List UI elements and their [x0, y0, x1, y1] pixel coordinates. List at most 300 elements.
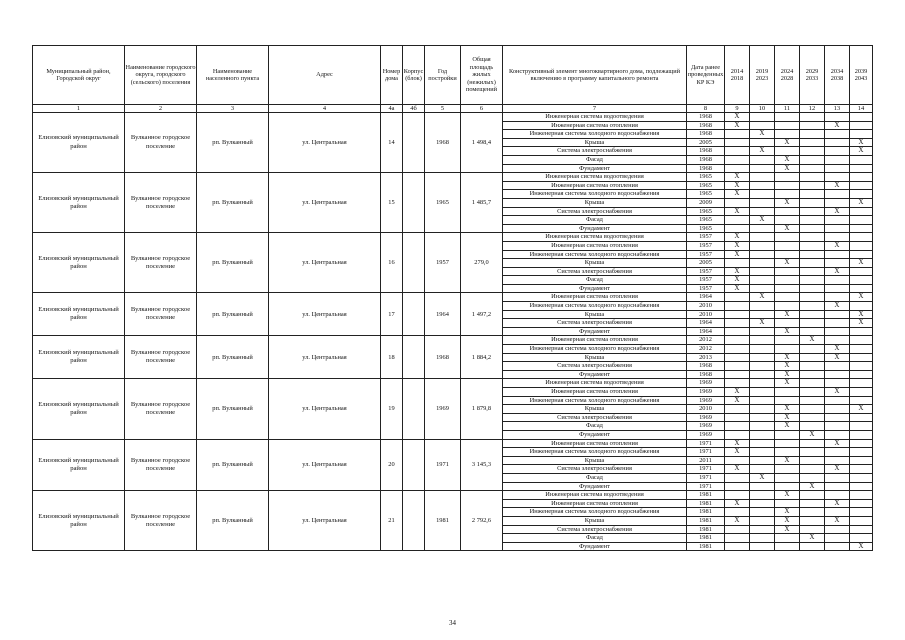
period-cell: Х	[825, 388, 850, 397]
period-cell	[825, 327, 850, 336]
period-cell	[775, 216, 800, 225]
col-number: 4б	[403, 105, 425, 113]
period-cell	[825, 430, 850, 439]
period-cell: Х	[750, 293, 775, 302]
period-cell	[825, 276, 850, 285]
period-cell	[850, 267, 873, 276]
address-cell: ул. Центральная	[269, 233, 381, 293]
period-cell	[850, 465, 873, 474]
area-cell: 1 498,4	[461, 113, 503, 173]
element-cell: Фасад	[503, 276, 687, 285]
period-cell	[800, 241, 825, 250]
block-cell	[403, 379, 425, 439]
period-cell	[850, 413, 873, 422]
element-cell: Инженерная система холодного водоснабжения	[503, 302, 687, 311]
period-cell	[800, 379, 825, 388]
period-cell	[800, 276, 825, 285]
period-cell	[800, 250, 825, 259]
house-number-cell: 19	[381, 379, 403, 439]
period-cell	[800, 155, 825, 164]
period-cell	[850, 181, 873, 190]
period-cell: Х	[725, 276, 750, 285]
period-cell	[850, 448, 873, 457]
period-cell	[800, 130, 825, 139]
period-cell	[750, 198, 775, 207]
period-cell	[725, 430, 750, 439]
period-cell	[725, 353, 750, 362]
prior-repair-date-cell: 1957	[687, 233, 725, 242]
period-cell: Х	[750, 473, 775, 482]
period-cell: Х	[825, 345, 850, 354]
period-cell	[825, 379, 850, 388]
period-cell	[775, 319, 800, 328]
period-cell	[775, 430, 800, 439]
block-cell	[403, 113, 425, 173]
period-cell	[850, 233, 873, 242]
period-cell	[800, 198, 825, 207]
period-cell: Х	[725, 516, 750, 525]
period-cell	[850, 250, 873, 259]
prior-repair-date-cell: 1981	[687, 499, 725, 508]
year-built-cell: 1968	[425, 113, 461, 173]
prior-repair-date-cell: 1968	[687, 362, 725, 371]
period-cell	[725, 422, 750, 431]
period-cell	[725, 508, 750, 517]
period-cell	[825, 147, 850, 156]
period-cell: Х	[775, 516, 800, 525]
element-cell: Система электроснабжения	[503, 465, 687, 474]
period-cell	[825, 362, 850, 371]
period-cell	[800, 267, 825, 276]
period-cell	[775, 121, 800, 130]
period-cell: Х	[725, 121, 750, 130]
year-built-cell: 1968	[425, 336, 461, 379]
period-cell	[750, 310, 775, 319]
address-cell: ул. Центральная	[269, 379, 381, 439]
element-cell: Система электроснабжения	[503, 413, 687, 422]
period-cell	[725, 293, 750, 302]
element-cell: Фундамент	[503, 430, 687, 439]
prior-repair-date-cell: 2005	[687, 138, 725, 147]
address-cell: ул. Центральная	[269, 336, 381, 379]
period-cell	[750, 465, 775, 474]
period-cell	[800, 327, 825, 336]
col-header: 2024 2028	[775, 46, 800, 105]
period-cell	[825, 138, 850, 147]
period-cell	[850, 224, 873, 233]
table-row	[33, 113, 873, 122]
period-cell	[725, 534, 750, 543]
element-cell: Система электроснабжения	[503, 362, 687, 371]
period-cell	[850, 370, 873, 379]
period-cell	[825, 224, 850, 233]
period-cell: Х	[775, 198, 800, 207]
period-cell	[725, 491, 750, 500]
element-cell: Инженерная система отопления	[503, 181, 687, 190]
period-cell	[800, 388, 825, 397]
col-number: 10	[750, 105, 775, 113]
prior-repair-date-cell: 1968	[687, 130, 725, 139]
period-cell	[750, 181, 775, 190]
period-cell	[750, 388, 775, 397]
period-cell: Х	[825, 267, 850, 276]
period-cell	[800, 147, 825, 156]
prior-repair-date-cell: 1957	[687, 276, 725, 285]
period-cell	[775, 336, 800, 345]
period-cell	[800, 181, 825, 190]
locality-cell: рп. Вулканный	[197, 293, 269, 336]
settlement-cell: Вулканное городское поселение	[125, 439, 197, 491]
table-row	[33, 336, 873, 345]
table-body	[33, 113, 873, 551]
period-cell	[800, 233, 825, 242]
element-cell: Фундамент	[503, 327, 687, 336]
prior-repair-date-cell: 2011	[687, 456, 725, 465]
prior-repair-date-cell: 1964	[687, 293, 725, 302]
prior-repair-date-cell: 1969	[687, 396, 725, 405]
period-cell	[725, 413, 750, 422]
table-row	[33, 233, 873, 242]
period-cell	[800, 173, 825, 182]
period-cell: Х	[825, 121, 850, 130]
period-cell	[750, 525, 775, 534]
block-cell	[403, 439, 425, 491]
period-cell: Х	[725, 388, 750, 397]
period-cell	[725, 345, 750, 354]
prior-repair-date-cell: 1971	[687, 448, 725, 457]
period-cell	[800, 516, 825, 525]
year-built-cell: 1957	[425, 233, 461, 293]
period-cell: Х	[775, 405, 800, 414]
period-cell	[750, 113, 775, 122]
area-cell: 2 792,6	[461, 491, 503, 551]
period-cell	[725, 525, 750, 534]
element-cell: Фундамент	[503, 224, 687, 233]
element-cell: Крыша	[503, 353, 687, 362]
col-header: Общая площадь жилых (нежилых) помещений	[461, 46, 503, 105]
period-cell: Х	[825, 353, 850, 362]
col-header: Дата ранее проведенных КР КЭ	[687, 46, 725, 105]
period-cell: Х	[825, 516, 850, 525]
element-cell: Крыша	[503, 259, 687, 268]
house-number-cell: 18	[381, 336, 403, 379]
prior-repair-date-cell: 1969	[687, 422, 725, 431]
period-cell	[850, 388, 873, 397]
period-cell	[775, 267, 800, 276]
period-cell	[775, 345, 800, 354]
period-cell	[750, 267, 775, 276]
prior-repair-date-cell: 2009	[687, 198, 725, 207]
period-cell: Х	[725, 207, 750, 216]
period-cell	[750, 362, 775, 371]
period-cell	[750, 276, 775, 285]
element-cell: Инженерная система холодного водоснабжения	[503, 130, 687, 139]
prior-repair-date-cell: 1969	[687, 388, 725, 397]
period-cell	[800, 345, 825, 354]
period-cell	[825, 491, 850, 500]
period-cell	[825, 259, 850, 268]
period-cell	[850, 336, 873, 345]
col-number: 8	[687, 105, 725, 113]
element-cell: Система электроснабжения	[503, 207, 687, 216]
prior-repair-date-cell: 1981	[687, 542, 725, 551]
period-cell: Х	[850, 310, 873, 319]
period-cell	[825, 396, 850, 405]
period-cell	[750, 284, 775, 293]
period-cell	[750, 302, 775, 311]
house-number-cell: 16	[381, 233, 403, 293]
period-cell: Х	[850, 138, 873, 147]
element-cell: Крыша	[503, 516, 687, 525]
period-cell	[775, 388, 800, 397]
period-cell	[725, 130, 750, 139]
period-cell	[725, 336, 750, 345]
period-cell	[825, 233, 850, 242]
element-cell: Система электроснабжения	[503, 267, 687, 276]
period-cell	[775, 276, 800, 285]
period-cell	[825, 130, 850, 139]
period-cell	[800, 508, 825, 517]
capital-repair-table	[32, 45, 873, 551]
period-cell	[850, 207, 873, 216]
period-cell	[825, 482, 850, 491]
settlement-cell: Вулканное городское поселение	[125, 233, 197, 293]
element-cell: Инженерная система отопления	[503, 336, 687, 345]
period-cell	[825, 173, 850, 182]
period-cell	[825, 216, 850, 225]
period-cell	[750, 259, 775, 268]
period-cell	[800, 473, 825, 482]
period-cell: Х	[775, 508, 800, 517]
address-cell: ул. Центральная	[269, 173, 381, 233]
district-cell: Елизовский муниципальный район	[33, 439, 125, 491]
element-cell: Инженерная система холодного водоснабжения	[503, 508, 687, 517]
period-cell	[800, 319, 825, 328]
period-cell	[750, 370, 775, 379]
element-cell: Инженерная система холодного водоснабжения	[503, 345, 687, 354]
col-number: 1	[33, 105, 125, 113]
period-cell	[750, 138, 775, 147]
address-cell: ул. Центральная	[269, 113, 381, 173]
period-cell: Х	[850, 147, 873, 156]
period-cell	[850, 241, 873, 250]
period-cell: Х	[775, 155, 800, 164]
period-cell	[800, 121, 825, 130]
period-cell: Х	[725, 173, 750, 182]
period-cell	[725, 370, 750, 379]
prior-repair-date-cell: 2012	[687, 336, 725, 345]
prior-repair-date-cell: 2005	[687, 259, 725, 268]
period-cell	[825, 448, 850, 457]
period-cell	[775, 113, 800, 122]
col-header: Год постройки	[425, 46, 461, 105]
period-cell: Х	[725, 233, 750, 242]
period-cell	[750, 207, 775, 216]
period-cell	[750, 448, 775, 457]
element-cell: Система электроснабжения	[503, 319, 687, 328]
address-cell: ул. Центральная	[269, 293, 381, 336]
locality-cell: рп. Вулканный	[197, 113, 269, 173]
settlement-cell: Вулканное городское поселение	[125, 293, 197, 336]
house-number-cell: 20	[381, 439, 403, 491]
period-cell	[825, 473, 850, 482]
area-cell: 279,0	[461, 233, 503, 293]
period-cell: Х	[725, 190, 750, 199]
element-cell: Инженерная система отопления	[503, 439, 687, 448]
prior-repair-date-cell: 1981	[687, 508, 725, 517]
period-cell	[775, 250, 800, 259]
locality-cell: рп. Вулканный	[197, 173, 269, 233]
element-cell: Инженерная система холодного водоснабжения	[503, 250, 687, 259]
col-header: Адрес	[269, 46, 381, 105]
period-cell	[825, 198, 850, 207]
locality-cell: рп. Вулканный	[197, 336, 269, 379]
element-cell: Система электроснабжения	[503, 525, 687, 534]
col-header: 2019 2023	[750, 46, 775, 105]
period-cell	[750, 164, 775, 173]
period-cell	[800, 190, 825, 199]
prior-repair-date-cell: 1981	[687, 534, 725, 543]
house-number-cell: 14	[381, 113, 403, 173]
element-cell: Фасад	[503, 155, 687, 164]
period-cell	[725, 473, 750, 482]
settlement-cell: Вулканное городское поселение	[125, 491, 197, 551]
prior-repair-date-cell: 1968	[687, 121, 725, 130]
period-cell	[850, 396, 873, 405]
period-cell	[800, 310, 825, 319]
period-cell: Х	[750, 319, 775, 328]
prior-repair-date-cell: 2013	[687, 353, 725, 362]
col-number: 4а	[381, 105, 403, 113]
period-cell	[800, 224, 825, 233]
period-cell	[750, 396, 775, 405]
period-cell	[750, 405, 775, 414]
period-cell	[800, 525, 825, 534]
period-cell	[775, 482, 800, 491]
period-cell: Х	[725, 181, 750, 190]
period-cell	[825, 190, 850, 199]
col-number: 12	[800, 105, 825, 113]
period-cell: Х	[725, 113, 750, 122]
period-cell	[775, 173, 800, 182]
period-cell	[850, 534, 873, 543]
period-cell	[750, 508, 775, 517]
period-cell	[725, 147, 750, 156]
period-cell	[800, 216, 825, 225]
period-cell	[725, 216, 750, 225]
period-cell: Х	[825, 439, 850, 448]
period-cell	[850, 113, 873, 122]
prior-repair-date-cell: 1968	[687, 164, 725, 173]
house-number-cell: 17	[381, 293, 403, 336]
district-cell: Елизовский муниципальный район	[33, 336, 125, 379]
header-row	[33, 46, 873, 105]
period-cell: Х	[850, 293, 873, 302]
table-row	[33, 491, 873, 500]
prior-repair-date-cell: 2010	[687, 310, 725, 319]
table-row	[33, 173, 873, 182]
period-cell	[850, 456, 873, 465]
period-cell	[775, 147, 800, 156]
period-cell	[800, 542, 825, 551]
year-built-cell: 1971	[425, 439, 461, 491]
period-cell	[775, 241, 800, 250]
house-number-cell: 21	[381, 491, 403, 551]
period-cell	[800, 465, 825, 474]
period-cell	[825, 456, 850, 465]
period-cell: Х	[825, 181, 850, 190]
period-cell	[750, 534, 775, 543]
locality-cell: рп. Вулканный	[197, 379, 269, 439]
prior-repair-date-cell: 1957	[687, 250, 725, 259]
period-cell	[725, 155, 750, 164]
district-cell: Елизовский муниципальный район	[33, 173, 125, 233]
element-cell: Крыша	[503, 138, 687, 147]
period-cell	[800, 207, 825, 216]
period-cell	[750, 233, 775, 242]
period-cell	[725, 138, 750, 147]
period-cell	[850, 327, 873, 336]
element-cell: Фасад	[503, 422, 687, 431]
period-cell	[800, 370, 825, 379]
period-cell: Х	[775, 259, 800, 268]
prior-repair-date-cell: 1971	[687, 465, 725, 474]
period-cell	[825, 284, 850, 293]
period-cell	[850, 155, 873, 164]
col-number: 14	[850, 105, 873, 113]
prior-repair-date-cell: 1981	[687, 516, 725, 525]
table-row	[33, 439, 873, 448]
year-built-cell: 1969	[425, 379, 461, 439]
period-cell	[725, 456, 750, 465]
period-cell	[850, 439, 873, 448]
period-cell	[825, 534, 850, 543]
period-cell: Х	[725, 448, 750, 457]
locality-cell: рп. Вулканный	[197, 439, 269, 491]
period-cell	[850, 499, 873, 508]
area-cell: 1 884,2	[461, 336, 503, 379]
period-cell	[750, 173, 775, 182]
period-cell	[750, 336, 775, 345]
settlement-cell: Вулканное городское поселение	[125, 336, 197, 379]
period-cell	[750, 345, 775, 354]
element-cell: Инженерная система водоотведения	[503, 491, 687, 500]
col-header: 2039 2043	[850, 46, 873, 105]
period-cell	[725, 327, 750, 336]
block-cell	[403, 336, 425, 379]
period-cell	[775, 130, 800, 139]
period-cell	[725, 310, 750, 319]
prior-repair-date-cell: 1957	[687, 241, 725, 250]
period-cell	[850, 473, 873, 482]
period-cell: Х	[725, 250, 750, 259]
period-cell	[775, 302, 800, 311]
register-sheet	[32, 45, 872, 551]
col-number: 2	[125, 105, 197, 113]
period-cell	[825, 250, 850, 259]
prior-repair-date-cell: 1968	[687, 147, 725, 156]
prior-repair-date-cell: 1969	[687, 430, 725, 439]
period-cell: Х	[825, 499, 850, 508]
col-header: Муниципальный район, Городской округ	[33, 46, 125, 105]
period-cell	[850, 525, 873, 534]
period-cell	[825, 525, 850, 534]
year-built-cell: 1981	[425, 491, 461, 551]
period-cell	[850, 302, 873, 311]
period-cell	[775, 207, 800, 216]
period-cell	[825, 422, 850, 431]
prior-repair-date-cell: 1965	[687, 224, 725, 233]
